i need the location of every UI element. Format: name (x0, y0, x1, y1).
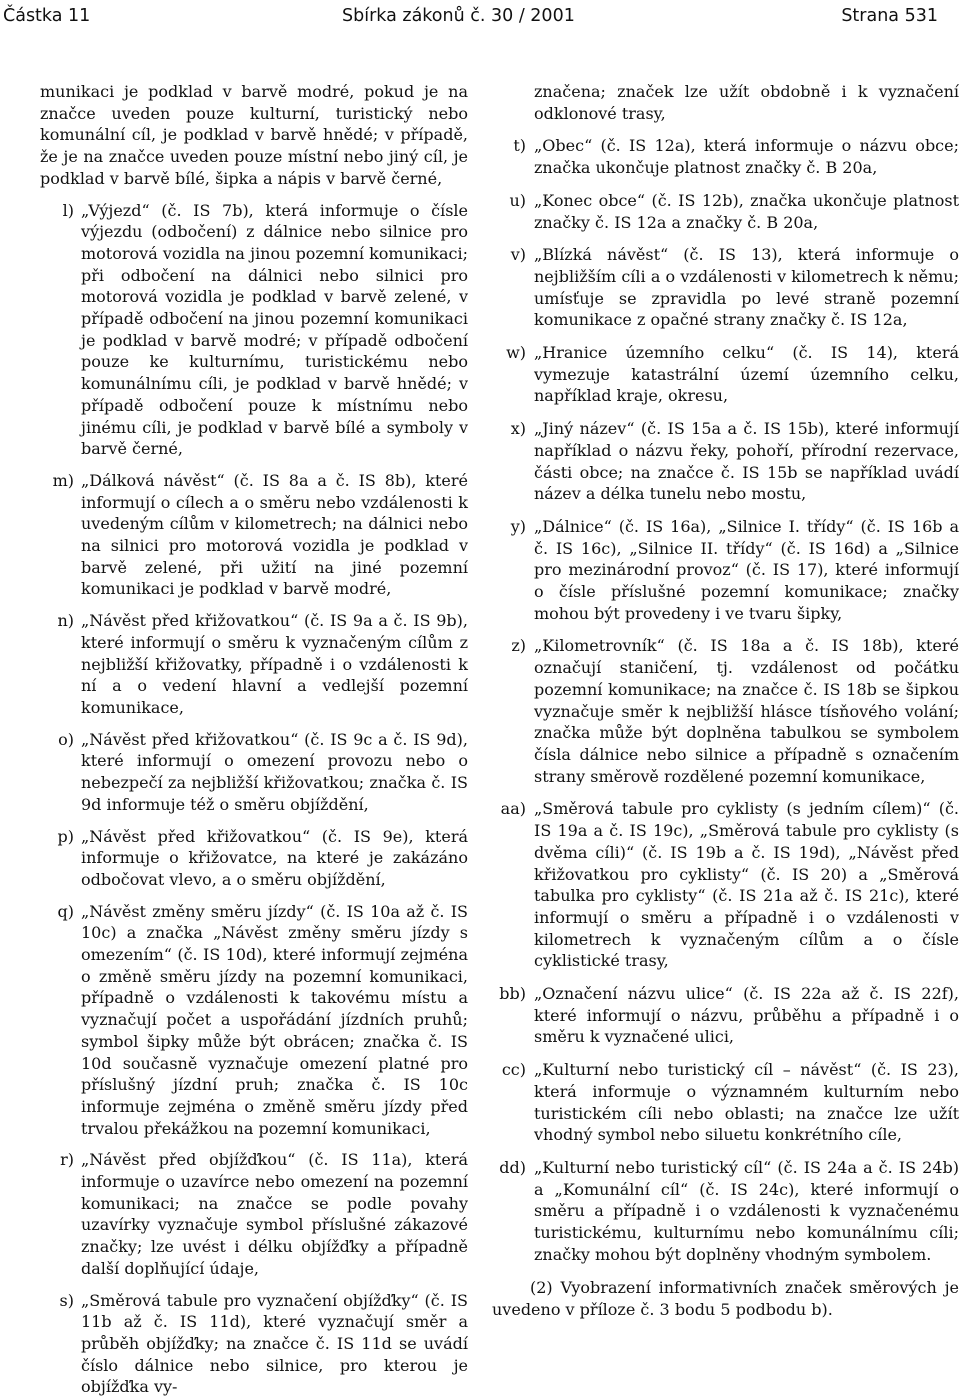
closing-paragraph: (2) Vyobrazení informativních značek směrových je uvedeno v příloze č. 3 bodu 5 podbodu b). (492, 1278, 959, 1320)
list-item-n (40, 610, 468, 719)
item-text: „Hranice územního celku“ (č. IS 14), která vymezuje katastrální území územního celku, například kraje, okresu, (534, 343, 959, 406)
item-text: „Návěst před křižovatkou“ (č. IS 9a a č. IS 9b), které informují o směru k vyznačeným cílům z nejbližší křižovatky, případně i o vzdálenosti k ní a o vedení hlavní a vedlejší pozemní komunikace, (81, 611, 468, 717)
item-text: „Jiný název“ (č. IS 15a a č. IS 15b), které informují například o názvu řeky, pohoří, přírodní rezervace, části obce; na značce č. IS 15b se například uvádí název a délka tunelu nebo mostu, (534, 419, 959, 504)
item-label: dd) (499, 1157, 526, 1177)
list-item-bb (492, 983, 959, 1048)
list-item-aa (492, 798, 959, 972)
left-intro-paragraph: munikaci je podklad v barvě modré, pokud je na značce uveden pouze kulturní, turistický nebo komunální cíl, je podklad v barvě hnědé; v případě, že je na značce uveden pouze místní nebo jiný cíl, je podklad v barvě bílé, šipka a nápis v barvě černé, (40, 82, 468, 188)
left-column (40, 81, 468, 1398)
list-item-dd (492, 1157, 959, 1266)
item-label: cc) (501, 1060, 526, 1080)
item-label: y) (510, 516, 526, 536)
item-text: „Kulturní nebo turistický cíl“ (č. IS 24a a č. IS 24b) a „Komunální cíl“ (č. IS 24c), které informují o směru a případně i o vzdálenosti k vyznačenému turistickému, kulturnímu nebo komunálnímu cíli; značky mohou být doplněny vhodným symbolem. (534, 1157, 959, 1264)
item-label: t) (513, 136, 526, 156)
item-label: v) (510, 245, 526, 265)
collection-title: Sbírka zákonů č. 30 / 2001 (342, 6, 575, 26)
item-text: „Kilometrovník“ (č. IS 18a a č. IS 18b), které označují staničení, tj. vzdálenost od počátku pozemní komunikace; na značce č. IS 18b se šipkou vyznačuje směr k nejbližší hlásce tísňového volání; značka může být doplněna tabulkou se symbolem čísla dálnice nebo silnice a případně s označením strany směrově rozdělené pozemní komunikace, (534, 636, 959, 786)
page-number: Strana 531 (841, 6, 938, 26)
list-item-z (492, 635, 959, 787)
list-item-y (492, 516, 959, 625)
item-text: „Směrová tabule pro vyznačení objížďky“ (č. IS 11b až č. IS 11d), které vyznačují směr a průběh objížďky; na značce č. IS 11d se uvádí číslo dálnice nebo silnice, pro kterou je objížďka vy- (81, 1290, 468, 1397)
item-text: „Obec“ (č. IS 12a), která informuje o názvu obce; značka ukončuje platnost značky č. B 20a, (534, 136, 959, 178)
item-label: l) (62, 200, 74, 220)
item-label: q) (57, 901, 74, 921)
item-label: x) (510, 419, 526, 439)
item-label: s) (59, 1290, 74, 1310)
item-label: r) (60, 1150, 74, 1170)
list-item-w (492, 342, 959, 407)
list-item-l (40, 200, 468, 460)
item-text: „Konec obce“ (č. IS 12b), značka ukončuje platnost značky č. IS 12a a značky č. B 20a, (534, 190, 959, 232)
list-item-r (40, 1149, 468, 1279)
item-label: aa) (500, 799, 526, 819)
item-label: p) (57, 826, 74, 846)
list-item-u (492, 190, 959, 233)
item-text: „Návěst změny směru jízdy“ (č. IS 10a až č. IS 10c) a značka „Návěst změny směru jízdy s omezením“ (č. IS 10d), které informují zejména o změně směru jízdy na pozemní komunikaci, případně o vzdálenosti k takovému místu a vyznačují počet a uspořádání jízdních pruhů; symbol šipky může být obrácen; značka č. IS 10d současně vyznačuje omezení platné pro příslušný jízdní pruh; značka č. IS 10c informuje zejména o změně směru jízdy před trvalou překážkou na pozemní komunikaci, (81, 901, 468, 1138)
item-label: o) (58, 729, 74, 749)
list-item-p (40, 826, 468, 891)
list-item-q (40, 901, 468, 1140)
item-label: z) (511, 636, 526, 656)
item-text: „Návěst před křižovatkou“ (č. IS 9e), která informuje o křižovatce, na které je zakázáno odbočovat vlevo, a o směru objíždění, (81, 826, 468, 889)
item-text: „Označení názvu ulice“ (č. IS 22a až č. IS 22f), které informují o názvu, průběhu a případně i o směru k vyznačené ulici, (534, 984, 959, 1047)
item-text: „Návěst před objížďkou“ (č. IS 11a), která informuje o uzavírce nebo omezení na pozemní komunikaci; na značce se podle povahy uzavírky vyznačuje symbol příslušné zákazové značky; lze uvést i délku objížďky a případně další doplňující údaje, (81, 1150, 468, 1278)
item-text: „Dálková návěst“ (č. IS 8a a č. IS 8b), které informují o cílech a o směru nebo vzdálenosti k uvedeným cílům v kilometrech; na dálnici nebo na silnici pro motorová vozidla je podklad v barvě zelené, při užití na jiné pozemní komunikaci je podklad v barvě modré, (81, 470, 468, 599)
item-label: bb) (499, 984, 526, 1004)
item-text: „Dálnice“ (č. IS 16a), „Silnice I. třídy“ (č. IS 16b a č. IS 16c), „Silnice II. třídy“ (č. IS 16d) a „Silnice pro mezinárodní provoz“ (č. IS 17), které informují o čísle příslušné pozemní komunikace; značky mohou být provedeny i ve tvaru šipky, (534, 516, 959, 623)
right-intro-paragraph: značena; značek lze užít obdobně i k vyznačení odklonové trasy, (534, 82, 959, 123)
list-item-s (40, 1290, 468, 1398)
list-item-x (492, 418, 959, 505)
issue-number: Částka 11 (3, 6, 91, 26)
item-text: „Kulturní nebo turistický cíl – návěst“ (č. IS 23), která informuje o významném kulturním nebo turistickém cíli nebo oblasti; na značce lze užít vhodný symbol nebo siluetu konkrétního cíle, (534, 1060, 959, 1145)
list-item-v (492, 244, 959, 331)
item-text: „Výjezd“ (č. IS 7b), která informuje o čísle výjezdu (odbočení) z dálnice nebo silnice pro motorová vozidla na jinou pozemní komunikaci; při odbočení na dálnici nebo silnici pro motorová vozidla je podklad v barvě zelené, v případě odbočení na jinou pozemní komunikaci je podklad v barvě modré; v případě odbočení pouze ke kulturnímu, turistickému nebo komunálnímu cíli, je podklad v barvě hnědé; v případě odbočení pouze k místnímu nebo jinému cíli, je podklad v barvě bílé a symboly v barvě černé, (81, 200, 468, 459)
list-item-t (492, 135, 959, 178)
page-header (0, 2, 960, 32)
item-label: m) (52, 470, 74, 490)
list-item-cc (492, 1059, 959, 1146)
item-label: w) (506, 343, 526, 363)
list-item-o (40, 729, 468, 816)
item-text: „Směrová tabule pro cyklisty (s jedním cílem)“ (č. IS 19a a č. IS 19c), „Směrová tabule pro cyklisty (s dvěma cíli)“ (č. IS 19b a č. IS 19d), „Návěst před křižovatkou pro cyklisty“ (č. IS 20) a „Směrová tabulka pro cyklisty“ (č. IS 21a až č. IS 21c), které informují o směru a případně i o vzdálenosti v kilometrech k vyznačeným cílům a o čísle cyklistické trasy, (534, 799, 959, 971)
list-item-m (40, 470, 468, 600)
item-text: „Návěst před křižovatkou“ (č. IS 9c a č. IS 9d), které informují o omezení provozu nebo o nebezpečí za nejbližší křižovatkou; značka č. IS 9d informuje též o směru objíždění, (81, 729, 468, 814)
item-label: u) (509, 190, 526, 210)
item-text: „Blízká návěst“ (č. IS 13), která informuje o nejbližším cíli a o vzdálenosti v kilometrech k němu; umísťuje se zpravidla po levé straně pozemní komunikace z opačné strany značky č. IS 12a, (534, 245, 959, 330)
item-label: n) (57, 611, 74, 631)
right-column (492, 81, 959, 1337)
